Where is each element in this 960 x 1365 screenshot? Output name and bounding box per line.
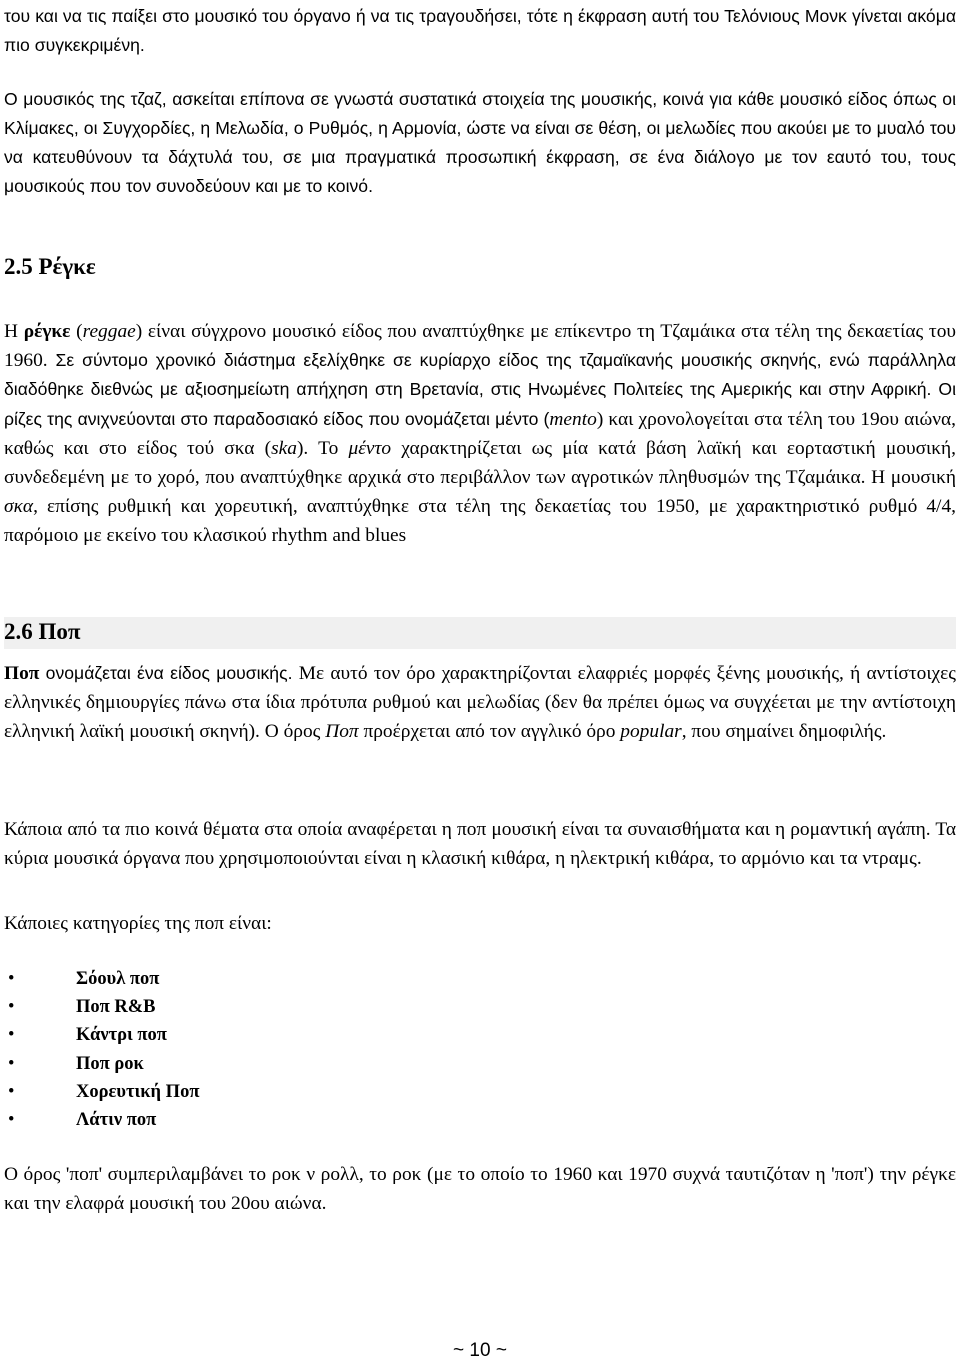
term-mento-gr: μέντο <box>348 437 392 459</box>
term-pop-italic: Ποπ <box>325 721 359 743</box>
list-item: • Σόουλ ποπ <box>4 965 199 993</box>
page-number: ~ 10 ~ <box>453 1340 507 1361</box>
intro-paragraph: του και να τις παίξει στο μουσικό του όργανο ή να τις τραγουδήσει, τότε η έκφραση αυτή του Τελόνιους Μονκ γίνεται ακόμα πιο συγκεκριμένη. <box>4 6 956 55</box>
list-item: • Ποπ R&B <box>4 993 199 1021</box>
list-item: • Χορευτική Ποπ <box>4 1078 199 1106</box>
term-ska-gr: σκα <box>4 496 34 518</box>
bullet-icon: • <box>8 997 15 1018</box>
term-pop: Ποπ <box>4 663 40 684</box>
pop-paragraph-1: Ποπ ονομάζεται ένα είδος μουσικής. Με αυτό τον όρο χαρακτηρίζονται ελαφριές μορφές ξένης μουσικής, ή αντίστοιχες ελληνικές δημιουργίες πάνω στα ίδια πρότυπα ρυθμού και μελωδίας (δεν θα πρέπει όμως να συγχέεται με την αντίστοιχη ελληνική λαϊκή μουσική σκηνή). Ο όρος Ποπ προέρχεται από τον αγγλικό όρο popular, που σημαίνει δημοφιλής. <box>4 663 956 743</box>
list-item: • Λάτιν ποπ <box>4 1106 199 1134</box>
pop-paragraph-2: Κάποια από τα πιο κοινά θέματα στα οποία αναφέρεται η ποπ μουσική είναι τα συναισθήματα και η ρομαντική αγάπη. Τα κύρια μουσικά όργανα που χρησιμοποιούνται είναι η κλασική κιθάρα, η ηλεκτρική κιθάρα, το αρμόνιο και τα ντραμς. <box>4 819 956 869</box>
bullet-icon: • <box>8 1053 15 1074</box>
section-heading-pop: 2.6 Ποπ <box>4 619 81 644</box>
pop-categories-list <box>4 965 199 1134</box>
bullet-icon: • <box>8 969 15 989</box>
list-item: • Κάντρι ποπ <box>4 1021 199 1049</box>
pop-categories-intro: Κάποιες κατηγορίες της ποπ είναι: <box>4 913 272 934</box>
bullet-icon: • <box>8 1025 15 1046</box>
jazz-paragraph: Ο μουσικός της τζαζ, ασκείται επίπονα σε γνωστά συστατικά στοιχεία της μουσικής, κοινά για κάθε μουσικό είδος όπως οι Κλίμακες, οι Συγχορδίες, η Μελωδία, ο Ρυθμός, η Αρμονία, ώστε να είναι σε θέση, οι μελωδίες που ακούει με το μυαλό του να κατευθύνουν τα δάχτυλά του, σε μια πραγματικά προσωπική έκφραση, σε ένα διάλογο με τον εαυτό του, τους μουσικούς που τον συνοδεύουν και με το κοινό. <box>4 89 956 196</box>
term-mento-en: mento <box>549 408 597 430</box>
bullet-icon: • <box>8 1110 15 1131</box>
term-reggae-en: reggae <box>82 321 136 342</box>
list-item: • Ποπ ροκ <box>4 1050 199 1078</box>
term-reggae: ρέγκε <box>23 321 71 342</box>
term-popular: popular <box>620 721 682 743</box>
section-heading-reggae: 2.5 Ρέγκε <box>4 254 96 279</box>
section-heading-pop-background <box>4 617 956 649</box>
bullet-icon: • <box>8 1081 15 1102</box>
term-ska-en: ska <box>271 437 297 459</box>
reggae-paragraph: Η ρέγκε (reggae) είναι σύγχρονο μουσικό είδος που αναπτύχθηκε με επίκεντρο τη Τζαμάικα στα τέλη της δεκαετίας του 1960. Σε σύντομο χρονικό διάστημα εξελίχθηκε σε κυρίαρχο είδος της τζαμαϊκανής μουσικής σκηνής, ενώ παράλληλα διαδόθηκε διεθνώς με αξιοσημείωτη απήχηση στη Βρετανία, στις Ηνωμένες Πολιτείες της Αμερικής και στην Αφρική. Οι ρίζες της ανιχνεύονται στο παραδοσιακό είδος που ονομάζεται μέντο (mento) και χρονολογείται στα τέλη του 19ου αιώνα, καθώς και στο είδος τού σκα (ska). Το μέντο χαρακτηρίζεται ως μία κατά βάση λαϊκή και εορταστική μουσική, συνδεδεμένη με το χορό, που αναπτύχθηκε αρχικά στο περιβάλλον των αγροτικών πληθυσμών της Τζαμάικα. Η μουσική σκα, επίσης ρυθμική και χορευτική, αναπτύχθηκε στα τέλη της δεκαετίας του 1950, με χαρακτηριστικό ρυθμό 4/4, παρόμοιο με εκείνο του κλασικού rhythm and blues <box>4 321 956 547</box>
pop-paragraph-4: Ο όρος 'ποπ' συμπεριλαμβάνει το ροκ ν ρολλ, το ροκ (με το οποίο το 1960 και 1970 συχνά ταυτιζόταν η 'ποπ') την ρέγκε και την ελαφρά μουσική του 20ου αιώνα. <box>4 1164 956 1214</box>
